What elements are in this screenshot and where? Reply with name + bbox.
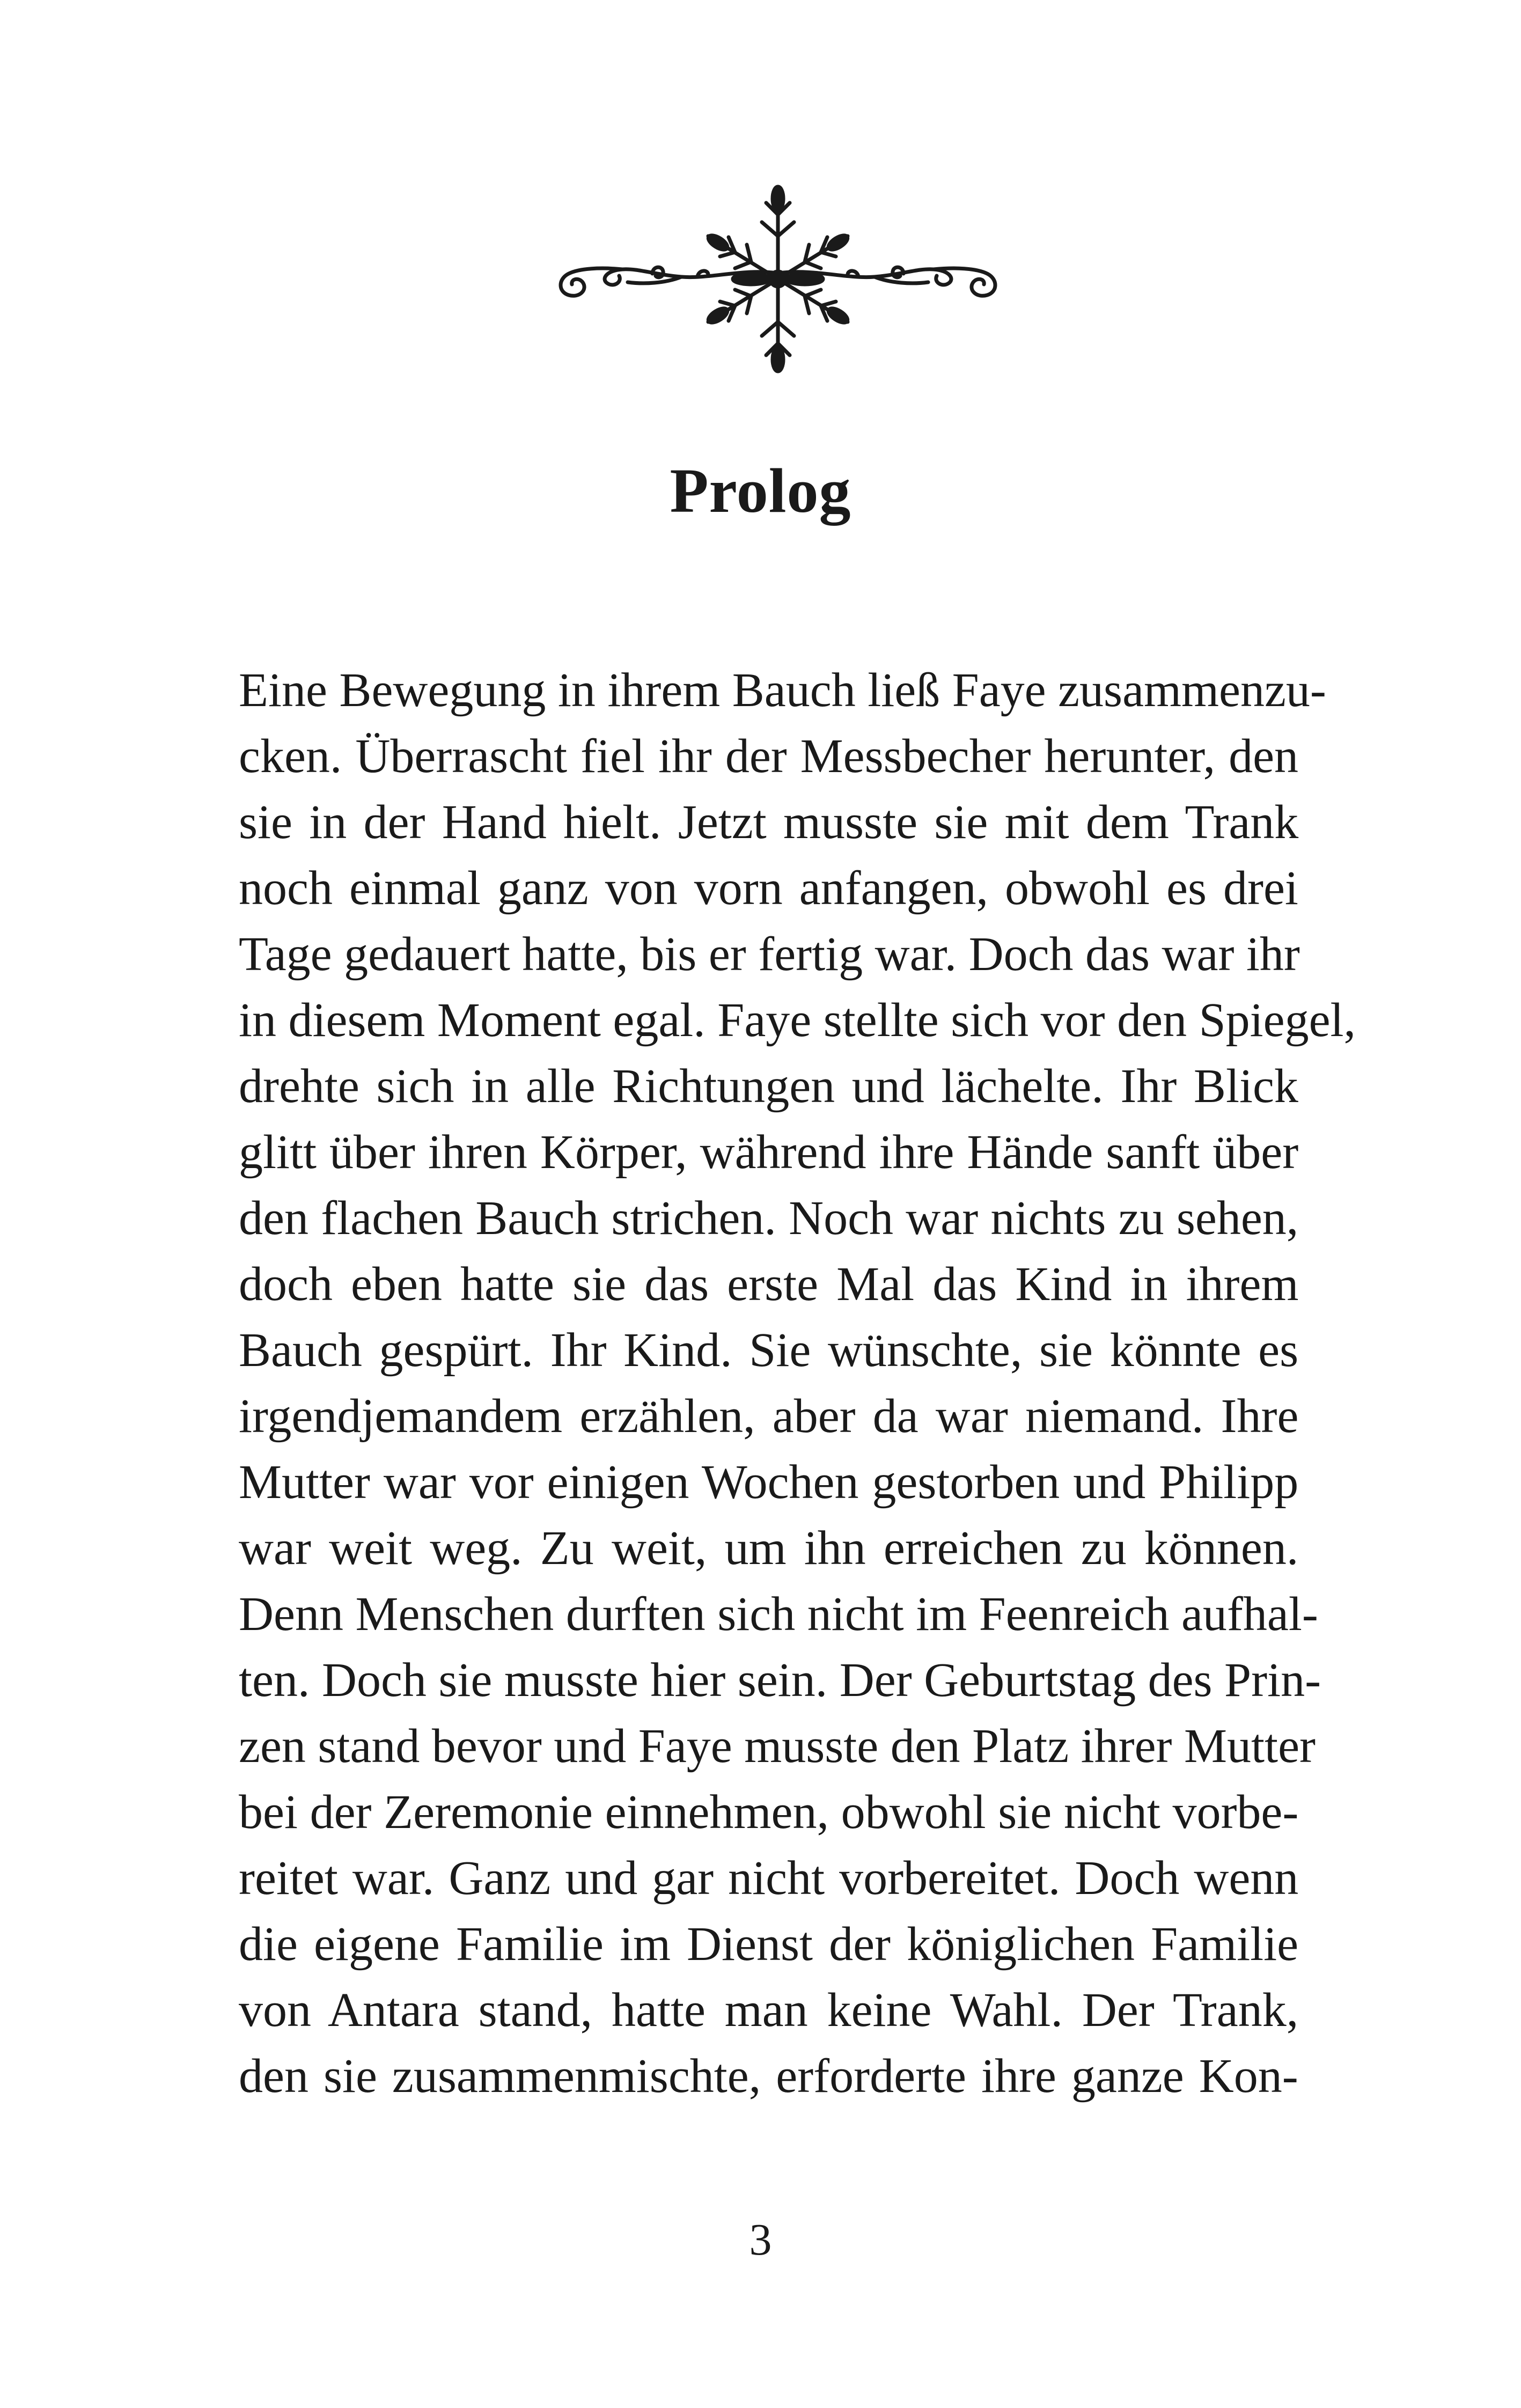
text-line: Denn Menschen durften sich nicht im Feenreich aufhal-	[239, 1588, 1318, 1641]
text-line: sie in der Hand hielt. Jetzt musste sie mit dem Trank	[239, 796, 1299, 849]
text-line: den flachen Bauch strichen. Noch war nichts zu sehen,	[239, 1192, 1299, 1245]
text-line: Mutter war vor einigen Wochen gestorben und Philipp	[239, 1456, 1299, 1509]
text-line: cken. Überrascht fiel ihr der Messbecher herunter, den	[239, 730, 1299, 783]
text-line: drehte sich in alle Richtungen und lächelte. Ihr Blick	[239, 1060, 1298, 1113]
text-line: die eigene Familie im Dienst der königlichen Familie	[239, 1918, 1299, 1971]
text-line: bei der Zeremonie einnehmen, obwohl sie nicht vorbe-	[239, 1786, 1299, 1839]
prose-paragraph	[239, 657, 1356, 2109]
text-line: noch einmal ganz von vorn anfangen, obwohl es drei	[239, 862, 1298, 915]
text-line: irgendjemandem erzählen, aber da war niemand. Ihre	[239, 1390, 1299, 1443]
text-line: Eine Bewegung in ihrem Bauch ließ Faye zusammenzu-	[239, 664, 1326, 717]
page-number: 3	[749, 2215, 772, 2265]
snowflake-flourish-icon	[547, 177, 1009, 392]
text-line: Tage gedauert hatte, bis er fertig war. Doch das war ihr	[239, 928, 1300, 981]
text-line: reitet war. Ganz und gar nicht vorbereitet. Doch wenn	[239, 1852, 1299, 1905]
text-line: Bauch gespürt. Ihr Kind. Sie wünschte, sie könnte es	[239, 1324, 1299, 1377]
text-line: ten. Doch sie musste hier sein. Der Geburtstag des Prin-	[239, 1654, 1321, 1707]
text-line: in diesem Moment egal. Faye stellte sich vor den Spiegel,	[239, 994, 1356, 1047]
text-line: zen stand bevor und Faye musste den Platz ihrer Mutter	[239, 1720, 1316, 1773]
text-line: den sie zusammenmischte, erforderte ihre ganze Kon-	[239, 2050, 1298, 2103]
text-line: von Antara stand, hatte man keine Wahl. Der Trank,	[239, 1984, 1299, 2037]
text-line: war weit weg. Zu weit, um ihn erreichen zu können.	[239, 1522, 1299, 1575]
text-line: doch eben hatte sie das erste Mal das Kind in ihrem	[239, 1258, 1299, 1311]
chapter-title: Prolog	[670, 456, 851, 526]
text-line: glitt über ihren Körper, während ihre Hände sanft über	[239, 1126, 1299, 1179]
